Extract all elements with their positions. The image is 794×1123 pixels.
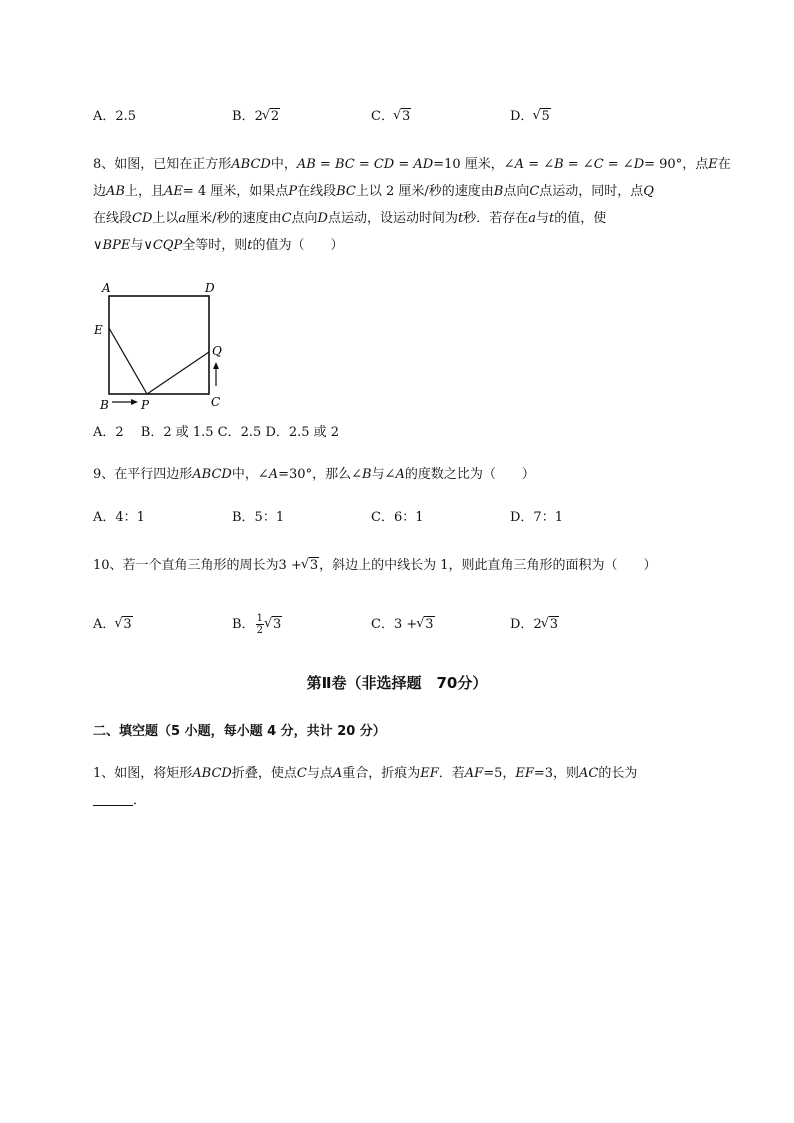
q9-option-d: D．7：1 [510,510,563,525]
q8-text: 上，且 [124,184,164,199]
q8-math: a [178,211,187,226]
q8-math: CD [132,211,153,226]
q10-option-c [371,615,435,635]
q8-text: 点向 [503,184,530,199]
q8-math: t [549,211,555,226]
q9-math: ∠A [384,467,405,482]
q10-option-d-radicand: 3 [549,617,558,632]
answer-blank [93,793,133,806]
q8-text: 与 [536,211,550,226]
fill-text: 与点 [306,766,333,781]
q8-math: a [528,211,536,226]
fill-text: 折叠，使点 [231,766,297,781]
label-d: D [205,281,215,295]
q7-option-b-coef: 2 [254,109,263,124]
fill-q1-line-1 [93,764,637,784]
q8-text: 的值为（ ） [252,238,344,253]
q8-text: 点运动，同时，点 [539,184,644,199]
q8-math: C [281,211,292,226]
q10-option-a [93,615,133,635]
fill-math: EF [515,766,534,781]
q10-option-b-label: B． [232,617,255,632]
q7-option-c-label: C． [371,109,394,124]
q8-text: = 90°，点 [644,157,709,172]
sqrt-symbol [115,615,132,635]
q9-stem [93,465,535,485]
q7-option-a [93,107,136,127]
sqrt-symbol [302,556,319,576]
q7-option-b-label: B． [232,109,255,124]
q8-math: AE [163,184,183,199]
fill-q1-line-2 [93,791,146,811]
fill-heading: 二、填空题（5 小题，每小题 4 分，共计 20 分） [93,724,386,739]
q8-math: P [288,184,298,199]
q10-option-d-label: D． [510,617,534,632]
q8-math: AB [106,184,125,199]
label-c: C [211,395,221,409]
fraction [256,613,264,636]
q9-text: 9、在平行四边形 [93,467,193,482]
label-e: E [94,323,103,337]
q8-math: ∠A = ∠B = ∠C = ∠D [503,157,645,172]
q8-math: t [247,238,253,253]
label-b: B [100,398,109,412]
q8-math: Q [643,184,654,199]
fill-text: =3，则 [533,766,580,781]
q9-math: ABCD [192,467,232,482]
q8-text: =10 厘米， [433,157,504,172]
q10-text: 10、若一个直角三角形的周长为3 + [93,558,302,573]
sqrt-symbol [533,107,550,127]
segment-pq [147,352,209,394]
q8-math: BC [336,184,356,199]
q8-text: 在线段 [93,211,133,226]
fill-text: ．若 [438,766,465,781]
q9-math: ∠B [351,467,372,482]
square-abcd [109,296,209,394]
q8-text: 上以 [152,211,179,226]
q8-text: 厘米/秒的速度由 [186,211,282,226]
q7-option-d [510,107,551,127]
q9-option-b: B．5：1 [232,510,285,525]
q10-option-b-radicand: 3 [272,617,282,632]
fill-math: AF [464,766,484,781]
square-figure [90,278,240,413]
q9-text: =30°，那么 [278,467,352,482]
q8-math: C [529,184,540,199]
q7-option-c [371,107,411,127]
q8-math: t [457,211,464,226]
fill-text: =5， [483,766,516,781]
q8-text: 上以 2 厘米/秒的速度由 [355,184,494,199]
q7-option-a-label: A． [93,109,116,124]
segment-ep [109,328,147,394]
q10-text: ，斜边上的中线长为 1，则此直角三角形的面积为（ ） [319,558,657,573]
q8-math: ABCD [231,157,271,172]
q7-option-d-radicand: 5 [541,109,550,124]
fill-math: C [296,766,307,781]
q8-line-3 [93,209,606,229]
q10-option-d-coef: 2 [533,617,542,632]
fill-math: A [332,766,343,781]
sqrt-symbol [263,107,280,127]
sqrt-symbol [265,612,282,638]
fill-text: 1、如图，将矩形 [93,766,193,781]
label-a: A [102,281,111,295]
q8-line-4 [93,236,343,256]
section-title: 第Ⅱ卷（非选择题 70分） [306,674,488,692]
sqrt-symbol [542,615,559,635]
q8-text: 与 [130,238,144,253]
q9-text: 的度数之比为（ ） [404,467,535,482]
q9-option-a: A．4：1 [93,510,145,525]
q7-option-b [232,107,280,127]
q8-math: ∨CQP [143,238,183,253]
label-q: Q [212,344,222,358]
q8-line-1 [93,155,731,175]
q8-text: 点运动，设运动时间为 [327,211,458,226]
q10-option-b [232,612,282,638]
q8-text: 秒．若存在 [463,211,529,226]
q7-option-d-label: D． [510,109,534,124]
arrow-bp-head [131,399,138,405]
q10-option-a-radicand: 3 [123,617,132,632]
fill-math: ABCD [192,766,232,781]
q7-option-c-radicand: 3 [401,109,411,124]
q8-line-2 [93,182,654,202]
q8-math: D [317,211,328,226]
q10-option-a-label: A． [93,617,116,632]
q7-option-b-radicand: 2 [270,109,280,124]
q7-option-a-value: 2.5 [115,109,137,124]
sqrt-symbol [417,615,434,635]
q8-text: 点向 [291,211,318,226]
q10-option-c-radicand: 3 [425,617,434,632]
q9-math: ∠A [257,467,279,482]
fill-text: 重合，折痕为 [342,766,421,781]
q8-math: E [708,157,718,172]
q8-math: B [493,184,504,199]
q9-text: 中， [231,467,258,482]
q9-text: 与 [371,467,385,482]
q10-radicand: 3 [309,558,319,573]
arrow-cq-head [213,362,219,369]
q8-text: 在线段 [297,184,337,199]
q8-text: 的值，使 [554,211,607,226]
q10-option-c-prefix: 3 + [393,617,418,632]
q8-text: 8、如图，已知在正方形 [93,157,232,172]
q8-text: 边 [93,184,107,199]
q8-text: 全等时，则 [182,238,248,253]
q8-math: AB = BC = CD = AD [296,157,434,172]
fill-text: ． [133,793,147,808]
q8-math: ∨BPE [93,238,131,253]
q10-option-c-label: C． [371,617,394,632]
fraction-numerator: 1 [256,613,263,624]
q8-text: 中， [270,157,297,172]
fraction-denominator: 2 [256,625,263,636]
q10-option-d [510,615,559,635]
q8-text: = 4 厘米，如果点 [182,184,289,199]
q10-stem [93,556,657,576]
q9-option-c: C．6：1 [371,510,424,525]
q8-options: A．2 B．2 或 1.5 C．2.5 D．2.5 或 2 [93,425,340,440]
fill-math: EF [420,766,439,781]
label-p: P [141,398,150,412]
fill-math: AC [579,766,599,781]
fill-text: 的长为 [598,766,638,781]
q8-text: 在 [717,157,731,172]
sqrt-symbol [394,107,411,127]
